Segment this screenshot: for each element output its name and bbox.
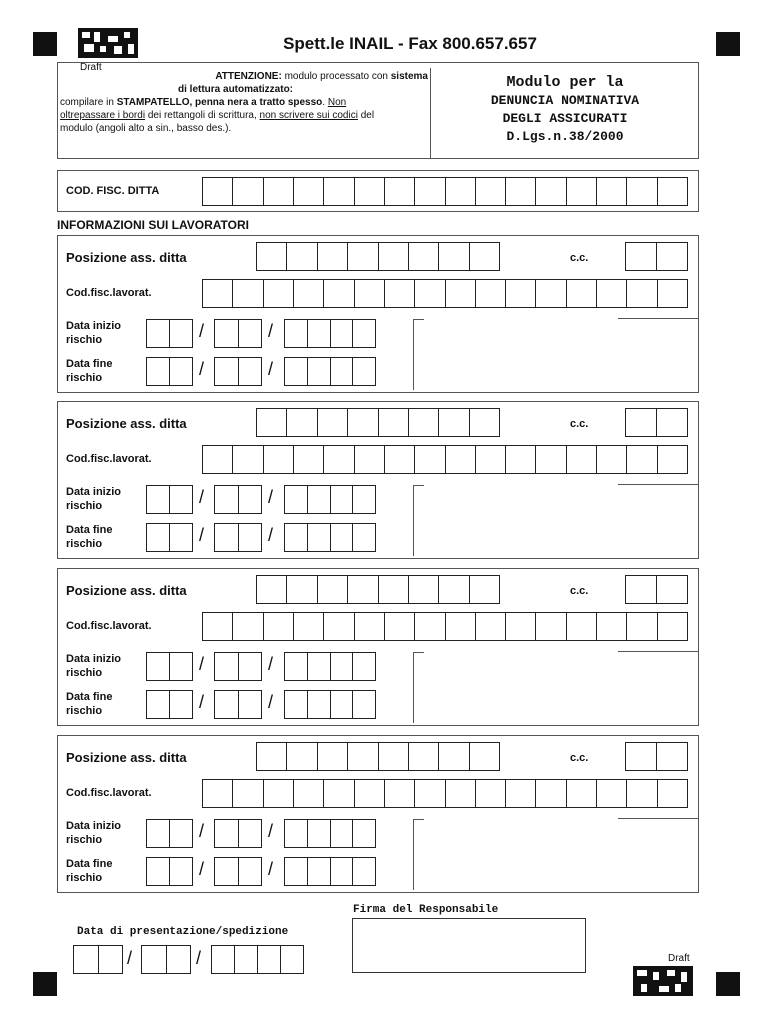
barcode-top: [78, 28, 138, 58]
char-cell[interactable]: [625, 242, 657, 271]
char-cell[interactable]: [567, 445, 597, 474]
inizio-year-field-4[interactable]: [284, 819, 376, 848]
char-cell[interactable]: [233, 779, 263, 808]
notes-area-3[interactable]: [413, 652, 424, 723]
char-cell[interactable]: [202, 177, 233, 206]
date-separator: /: [127, 948, 133, 968]
char-cell[interactable]: [625, 408, 657, 437]
registration-mark-bottom-right: [716, 972, 740, 996]
char-cell[interactable]: [233, 445, 263, 474]
char-cell[interactable]: [239, 652, 263, 681]
char-cell[interactable]: [170, 857, 193, 886]
fine-month-field-4[interactable]: [214, 857, 262, 886]
date-separator: /: [268, 821, 274, 841]
char-cell[interactable]: [415, 779, 445, 808]
char-cell[interactable]: [476, 177, 506, 206]
firma-label: Firma del Responsabile: [353, 904, 499, 916]
codfisc-label: Cod.fisc.lavorat.: [66, 453, 152, 465]
char-cell[interactable]: [264, 779, 294, 808]
header-divider: [430, 68, 431, 159]
posizione-field-4[interactable]: [256, 742, 500, 771]
char-cell[interactable]: [170, 690, 193, 719]
char-cell[interactable]: [284, 523, 308, 552]
char-cell[interactable]: [256, 408, 287, 437]
posizione-field-1[interactable]: [256, 242, 500, 271]
registration-mark-bottom-left: [33, 972, 57, 996]
char-cell[interactable]: [536, 279, 566, 308]
char-cell[interactable]: [657, 408, 688, 437]
cc-label: c.c.: [570, 252, 589, 264]
inizio-month-field-3[interactable]: [214, 652, 262, 681]
char-cell[interactable]: [308, 357, 331, 386]
char-cell[interactable]: [146, 523, 170, 552]
form-title: Modulo per la DENUNCIA NOMINATIVA DEGLI ASSICURATI D.Lgs.n.38/2000: [490, 74, 640, 144]
cc-field-1[interactable]: [625, 242, 688, 271]
char-cell[interactable]: [239, 690, 263, 719]
char-cell[interactable]: [235, 945, 258, 974]
char-cell[interactable]: [409, 742, 439, 771]
char-cell[interactable]: [355, 279, 385, 308]
char-cell[interactable]: [415, 612, 445, 641]
date-separator: /: [268, 692, 274, 712]
inizio-day-field-3[interactable]: [146, 652, 193, 681]
notes-rule: [618, 651, 698, 652]
date-separator: /: [268, 525, 274, 545]
char-cell[interactable]: [146, 857, 170, 886]
char-cell[interactable]: [470, 242, 500, 271]
char-cell[interactable]: [657, 242, 688, 271]
fine-month-field-3[interactable]: [214, 690, 262, 719]
char-cell[interactable]: [657, 575, 688, 604]
char-cell[interactable]: [170, 819, 193, 848]
char-cell[interactable]: [415, 177, 445, 206]
section-title: INFORMAZIONI SUI LAVORATORI: [57, 218, 249, 232]
char-cell[interactable]: [170, 485, 193, 514]
fine-label: Data fine rischio: [66, 524, 113, 550]
char-cell[interactable]: [284, 357, 308, 386]
char-cell[interactable]: [627, 779, 657, 808]
char-cell[interactable]: [658, 445, 688, 474]
fine-label: Data fine rischio: [66, 691, 113, 717]
char-cell[interactable]: [287, 575, 317, 604]
char-cell[interactable]: [355, 779, 385, 808]
char-cell[interactable]: [597, 445, 627, 474]
cod-fisc-ditta-label: COD. FISC. DITTA: [66, 185, 160, 197]
inizio-day-field-1[interactable]: [146, 319, 193, 348]
char-cell[interactable]: [308, 857, 331, 886]
char-cell[interactable]: [446, 445, 476, 474]
char-cell[interactable]: [536, 612, 566, 641]
char-cell[interactable]: [355, 177, 385, 206]
fine-label: Data fine rischio: [66, 858, 113, 884]
char-cell[interactable]: [353, 319, 376, 348]
draft-label-top: Draft: [80, 62, 102, 73]
char-cell[interactable]: [294, 445, 324, 474]
char-cell[interactable]: [506, 445, 536, 474]
notes-area-2[interactable]: [413, 485, 424, 556]
fine-label: Data fine rischio: [66, 358, 113, 384]
notes-rule: [618, 318, 698, 319]
posizione-label: Posizione ass. ditta: [66, 750, 187, 765]
char-cell[interactable]: [348, 242, 378, 271]
char-cell[interactable]: [239, 857, 263, 886]
char-cell[interactable]: [264, 177, 294, 206]
char-cell[interactable]: [627, 177, 657, 206]
cod-fisc-ditta-field[interactable]: [202, 177, 688, 206]
char-cell[interactable]: [348, 408, 378, 437]
char-cell[interactable]: [536, 779, 566, 808]
char-cell[interactable]: [211, 945, 235, 974]
char-cell[interactable]: [470, 408, 500, 437]
char-cell[interactable]: [379, 242, 409, 271]
date-separator: /: [196, 948, 202, 968]
char-cell[interactable]: [214, 690, 239, 719]
char-cell[interactable]: [308, 690, 331, 719]
char-cell[interactable]: [284, 652, 308, 681]
fine-year-field-2[interactable]: [284, 523, 376, 552]
posizione-label: Posizione ass. ditta: [66, 416, 187, 431]
char-cell[interactable]: [258, 945, 281, 974]
char-cell[interactable]: [439, 742, 469, 771]
char-cell[interactable]: [536, 445, 566, 474]
data-presentazione-label: Data di presentazione/spedizione: [77, 926, 289, 938]
char-cell[interactable]: [264, 445, 294, 474]
char-cell[interactable]: [658, 177, 688, 206]
char-cell[interactable]: [355, 445, 385, 474]
codfisc-field-4[interactable]: [202, 779, 688, 808]
char-cell[interactable]: [625, 742, 657, 771]
inizio-label: Data inizio rischio: [66, 320, 122, 346]
char-cell[interactable]: [415, 445, 445, 474]
char-cell[interactable]: [294, 177, 324, 206]
char-cell[interactable]: [233, 279, 263, 308]
registration-mark-top-right: [716, 32, 740, 56]
char-cell[interactable]: [385, 279, 415, 308]
fine-year-field-1[interactable]: [284, 357, 376, 386]
char-cell[interactable]: [658, 779, 688, 808]
char-cell[interactable]: [385, 177, 415, 206]
codfisc-field-3[interactable]: [202, 612, 688, 641]
codfisc-label: Cod.fisc.lavorat.: [66, 287, 152, 299]
char-cell[interactable]: [506, 279, 536, 308]
char-cell[interactable]: [294, 279, 324, 308]
char-cell[interactable]: [202, 612, 233, 641]
char-cell[interactable]: [308, 819, 331, 848]
barcode-bottom: [633, 966, 693, 996]
char-cell[interactable]: [348, 575, 378, 604]
char-cell[interactable]: [170, 319, 193, 348]
char-cell[interactable]: [476, 779, 506, 808]
char-cell[interactable]: [331, 652, 354, 681]
char-cell[interactable]: [146, 690, 170, 719]
codfisc-field-1[interactable]: [202, 279, 688, 308]
char-cell[interactable]: [506, 612, 536, 641]
char-cell[interactable]: [318, 742, 348, 771]
char-cell[interactable]: [439, 575, 469, 604]
date-separator: /: [268, 487, 274, 507]
char-cell[interactable]: [331, 319, 354, 348]
char-cell[interactable]: [73, 945, 99, 974]
char-cell[interactable]: [239, 319, 263, 348]
fine-day-field-3[interactable]: [146, 690, 193, 719]
char-cell[interactable]: [567, 177, 597, 206]
char-cell[interactable]: [409, 408, 439, 437]
char-cell[interactable]: [385, 612, 415, 641]
char-cell[interactable]: [385, 779, 415, 808]
char-cell[interactable]: [627, 445, 657, 474]
char-cell[interactable]: [446, 779, 476, 808]
char-cell[interactable]: [281, 945, 304, 974]
char-cell[interactable]: [318, 242, 348, 271]
char-cell[interactable]: [355, 612, 385, 641]
char-cell[interactable]: [324, 445, 354, 474]
char-cell[interactable]: [170, 357, 193, 386]
inizio-label: Data inizio rischio: [66, 820, 122, 846]
char-cell[interactable]: [331, 357, 354, 386]
date-separator: /: [268, 859, 274, 879]
fine-day-field-1[interactable]: [146, 357, 193, 386]
char-cell[interactable]: [324, 177, 354, 206]
inizio-month-field-2[interactable]: [214, 485, 262, 514]
date-separator: /: [199, 525, 205, 545]
char-cell[interactable]: [308, 523, 331, 552]
char-cell[interactable]: [287, 742, 317, 771]
char-cell[interactable]: [353, 485, 376, 514]
char-cell[interactable]: [506, 779, 536, 808]
inizio-label: Data inizio rischio: [66, 653, 122, 679]
char-cell[interactable]: [170, 652, 193, 681]
char-cell[interactable]: [353, 690, 376, 719]
inizio-year-field-2[interactable]: [284, 485, 376, 514]
char-cell[interactable]: [331, 819, 354, 848]
notice-text: ATTENZIONE: modulo processato con sistema di lettura automatizzato: compilare in STAMPATELLO, penna nera a tratto spesso. Non oltrepassare i bordi dei rettangoli di scrittura, non scrivere sui codici del modulo (angoli alto a sin., basso des.).: [60, 71, 428, 134]
char-cell[interactable]: [256, 575, 287, 604]
char-cell[interactable]: [627, 279, 657, 308]
char-cell[interactable]: [256, 242, 287, 271]
char-cell[interactable]: [284, 485, 308, 514]
inizio-day-field-2[interactable]: [146, 485, 193, 514]
char-cell[interactable]: [379, 575, 409, 604]
char-cell[interactable]: [308, 485, 331, 514]
char-cell[interactable]: [141, 945, 167, 974]
char-cell[interactable]: [415, 279, 445, 308]
char-cell[interactable]: [202, 779, 233, 808]
char-cell[interactable]: [331, 690, 354, 719]
char-cell[interactable]: [146, 652, 170, 681]
char-cell[interactable]: [308, 652, 331, 681]
char-cell[interactable]: [379, 742, 409, 771]
char-cell[interactable]: [627, 612, 657, 641]
date-separator: /: [199, 859, 205, 879]
fine-month-field-2[interactable]: [214, 523, 262, 552]
char-cell[interactable]: [324, 779, 354, 808]
date-separator: /: [268, 321, 274, 341]
char-cell[interactable]: [331, 485, 354, 514]
char-cell[interactable]: [506, 177, 536, 206]
presentazione-year-field[interactable]: [211, 945, 304, 974]
char-cell[interactable]: [567, 612, 597, 641]
char-cell[interactable]: [233, 177, 263, 206]
notes-area-4[interactable]: [413, 819, 424, 890]
inizio-year-field-3[interactable]: [284, 652, 376, 681]
notes-rule: [618, 818, 698, 819]
char-cell[interactable]: [99, 945, 124, 974]
char-cell[interactable]: [597, 279, 627, 308]
fine-year-field-3[interactable]: [284, 690, 376, 719]
char-cell[interactable]: [239, 819, 263, 848]
char-cell[interactable]: [409, 242, 439, 271]
date-separator: /: [199, 359, 205, 379]
char-cell[interactable]: [567, 279, 597, 308]
char-cell[interactable]: [597, 779, 627, 808]
char-cell[interactable]: [318, 408, 348, 437]
fine-day-field-2[interactable]: [146, 523, 193, 552]
posizione-field-2[interactable]: [256, 408, 500, 437]
cc-field-3[interactable]: [625, 575, 688, 604]
char-cell[interactable]: [146, 357, 170, 386]
char-cell[interactable]: [284, 690, 308, 719]
char-cell[interactable]: [294, 779, 324, 808]
char-cell[interactable]: [324, 279, 354, 308]
char-cell[interactable]: [446, 279, 476, 308]
date-separator: /: [268, 359, 274, 379]
char-cell[interactable]: [146, 485, 170, 514]
presentazione-month-field[interactable]: [141, 945, 191, 974]
char-cell[interactable]: [239, 523, 263, 552]
char-cell[interactable]: [625, 575, 657, 604]
notes-area-1[interactable]: [413, 319, 424, 390]
char-cell[interactable]: [353, 819, 376, 848]
char-cell[interactable]: [476, 279, 506, 308]
char-cell[interactable]: [409, 575, 439, 604]
char-cell[interactable]: [446, 177, 476, 206]
char-cell[interactable]: [214, 819, 239, 848]
firma-field[interactable]: [352, 918, 586, 973]
char-cell[interactable]: [331, 523, 354, 552]
char-cell[interactable]: [284, 857, 308, 886]
char-cell[interactable]: [214, 357, 239, 386]
char-cell[interactable]: [284, 319, 308, 348]
posizione-field-3[interactable]: [256, 575, 500, 604]
char-cell[interactable]: [233, 612, 263, 641]
cc-label: c.c.: [570, 418, 589, 430]
char-cell[interactable]: [331, 857, 354, 886]
char-cell[interactable]: [284, 819, 308, 848]
char-cell[interactable]: [214, 652, 239, 681]
char-cell[interactable]: [657, 742, 688, 771]
date-separator: /: [199, 821, 205, 841]
char-cell[interactable]: [202, 445, 233, 474]
cc-field-4[interactable]: [625, 742, 688, 771]
codfisc-field-2[interactable]: [202, 445, 688, 474]
date-separator: /: [199, 487, 205, 507]
char-cell[interactable]: [264, 279, 294, 308]
draft-label-bottom: Draft: [668, 953, 690, 964]
char-cell[interactable]: [353, 357, 376, 386]
char-cell[interactable]: [470, 575, 500, 604]
char-cell[interactable]: [308, 319, 331, 348]
date-separator: /: [199, 692, 205, 712]
char-cell[interactable]: [202, 279, 233, 308]
posizione-label: Posizione ass. ditta: [66, 250, 187, 265]
char-cell[interactable]: [476, 612, 506, 641]
char-cell[interactable]: [214, 319, 239, 348]
char-cell[interactable]: [146, 319, 170, 348]
registration-mark-top-left: [33, 32, 57, 56]
fine-month-field-1[interactable]: [214, 357, 262, 386]
inizio-year-field-1[interactable]: [284, 319, 376, 348]
char-cell[interactable]: [264, 612, 294, 641]
char-cell[interactable]: [658, 279, 688, 308]
char-cell[interactable]: [214, 485, 239, 514]
char-cell[interactable]: [379, 408, 409, 437]
codfisc-label: Cod.fisc.lavorat.: [66, 787, 152, 799]
char-cell[interactable]: [658, 612, 688, 641]
page-title: Spett.le INAIL - Fax 800.657.657: [283, 34, 537, 53]
inizio-month-field-1[interactable]: [214, 319, 262, 348]
date-separator: /: [199, 654, 205, 674]
char-cell[interactable]: [170, 523, 193, 552]
char-cell[interactable]: [536, 177, 566, 206]
cc-label: c.c.: [570, 752, 589, 764]
char-cell[interactable]: [146, 819, 170, 848]
char-cell[interactable]: [446, 612, 476, 641]
fine-day-field-4[interactable]: [146, 857, 193, 886]
char-cell[interactable]: [318, 575, 348, 604]
char-cell[interactable]: [348, 742, 378, 771]
cc-label: c.c.: [570, 585, 589, 597]
char-cell[interactable]: [239, 357, 263, 386]
char-cell[interactable]: [439, 242, 469, 271]
char-cell[interactable]: [476, 445, 506, 474]
char-cell[interactable]: [287, 242, 317, 271]
char-cell[interactable]: [567, 779, 597, 808]
fine-year-field-4[interactable]: [284, 857, 376, 886]
char-cell[interactable]: [324, 612, 354, 641]
notes-rule: [618, 484, 698, 485]
char-cell[interactable]: [239, 485, 263, 514]
char-cell[interactable]: [385, 445, 415, 474]
char-cell[interactable]: [214, 857, 239, 886]
char-cell[interactable]: [353, 652, 376, 681]
char-cell[interactable]: [256, 742, 287, 771]
char-cell[interactable]: [294, 612, 324, 641]
char-cell[interactable]: [353, 523, 376, 552]
inizio-day-field-4[interactable]: [146, 819, 193, 848]
char-cell[interactable]: [214, 523, 239, 552]
presentazione-day-field[interactable]: [73, 945, 123, 974]
inizio-month-field-4[interactable]: [214, 819, 262, 848]
char-cell[interactable]: [470, 742, 500, 771]
posizione-label: Posizione ass. ditta: [66, 583, 187, 598]
char-cell[interactable]: [167, 945, 192, 974]
codfisc-label: Cod.fisc.lavorat.: [66, 620, 152, 632]
inizio-label: Data inizio rischio: [66, 486, 122, 512]
char-cell[interactable]: [287, 408, 317, 437]
char-cell[interactable]: [597, 612, 627, 641]
char-cell[interactable]: [353, 857, 376, 886]
date-separator: /: [199, 321, 205, 341]
char-cell[interactable]: [439, 408, 469, 437]
char-cell[interactable]: [597, 177, 627, 206]
date-separator: /: [268, 654, 274, 674]
cc-field-2[interactable]: [625, 408, 688, 437]
